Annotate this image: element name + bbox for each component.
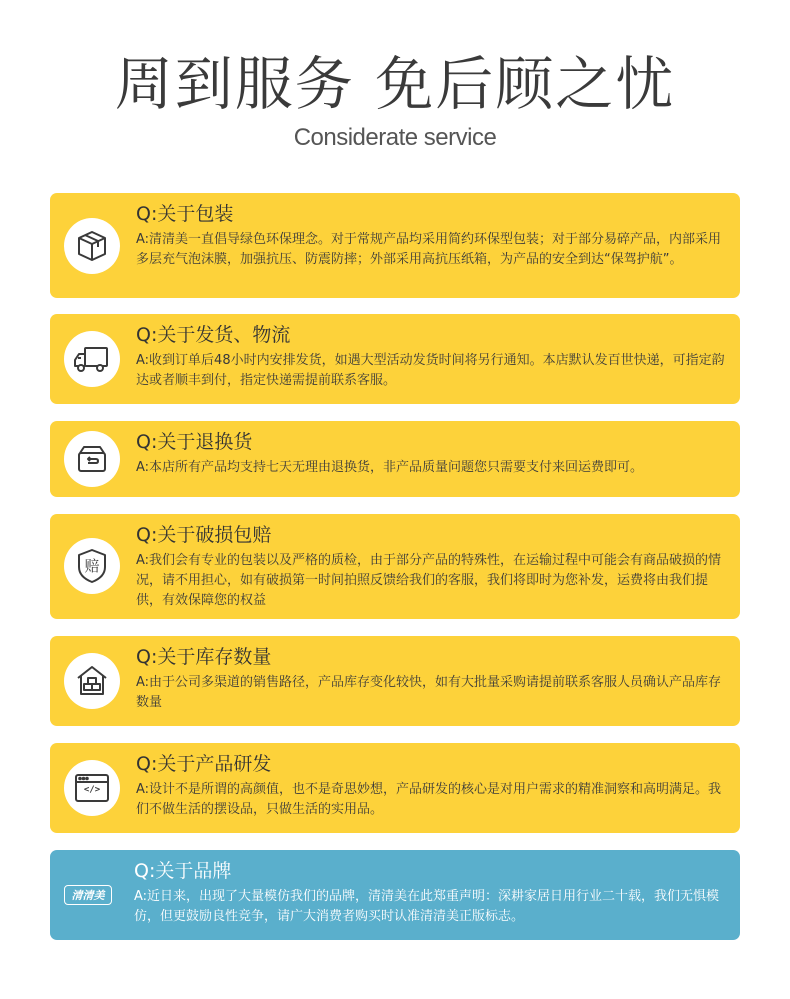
faq-card-stock [50,636,740,726]
faq-answer: A:设计不是所谓的高颜值，也不是奇思妙想，产品研发的核心是对用户需求的精准洞察和高明满足。我们不做生活的摆设品，只做生活的实用品。 [136,782,722,817]
icon-circle [64,331,120,387]
delivery-truck-icon [72,341,112,377]
faq-answer: A:我们会有专业的包装以及严格的质检，由于部分产品的特殊性，在运输过程中可能会有商品破损的情况，请不用担心，如有破损第一时间拍照反馈给我们的客服，我们将即时为您补发，运费将由我们提供，有效保障您的权益 [136,553,722,608]
faq-answer: A:清清美一直倡导绿色环保理念。对于常规产品均采用简约环保型包装；对于部分易碎产品，内部采用多层充气泡沫膜，加强抗压、防震防摔；外部采用高抗压纸箱，为产品的安全到达“保驾护航”。 [136,232,722,267]
faq-card-brand [50,850,740,940]
faq-card-shipping [50,314,740,404]
icon-circle [64,431,120,487]
icon-circle [64,760,120,816]
faq-question: Q:关于产品研发 [136,753,272,775]
return-box-icon [74,441,110,477]
faq-question: Q:关于品牌 [134,860,232,882]
brand-logo-text: 清清美 [71,889,105,902]
icon-circle [64,653,120,709]
icon-circle [64,218,120,274]
faq-question: Q:关于库存数量 [136,646,272,668]
brand-logo-icon [64,885,112,905]
compensation-shield-icon [74,547,110,585]
faq-card-research [50,743,740,833]
faq-answer: A:收到订单后48小时内安排发货，如遇大型活动发货时间将另行通知。本店默认发百世快递，可指定韵达或者顺丰到付，指定快递需提前联系客服。 [136,353,725,388]
faq-card-returns [50,421,740,497]
compensation-badge-text: 赔 [84,557,100,575]
page-title: 周到服务 免后顾之忧 [114,50,676,118]
faq-answer: A:由于公司多渠道的销售路径，产品库存变化较快，如有大批量采购请提前联系客服人员确认产品库存数量 [136,675,722,710]
page-subtitle: Considerate service [293,124,497,151]
warehouse-stock-icon [74,663,110,699]
faq-question: Q:关于包装 [136,203,234,225]
code-window-icon [74,773,110,803]
icon-circle [64,538,120,594]
faq-question: Q:关于破损包赔 [136,524,272,546]
faq-card-damage [50,514,740,619]
faq-question: Q:关于退换货 [136,431,253,453]
faq-answer: A:本店所有产品均支持七天无理由退换货，非产品质量问题您只需要支付来回运费即可。 [136,460,644,475]
faq-card-packaging [50,193,740,298]
faq-answer: A:近日来，出现了大量模仿我们的品牌，清清美在此郑重声明：深耕家居日用行业二十载，我们无惧模仿，但更鼓励良性竞争，请广大消费者购买时认准清清美正版标志。 [134,889,720,924]
package-box-icon [74,228,110,264]
code-badge-text: </> [83,785,101,795]
faq-question: Q:关于发货、物流 [136,324,291,346]
